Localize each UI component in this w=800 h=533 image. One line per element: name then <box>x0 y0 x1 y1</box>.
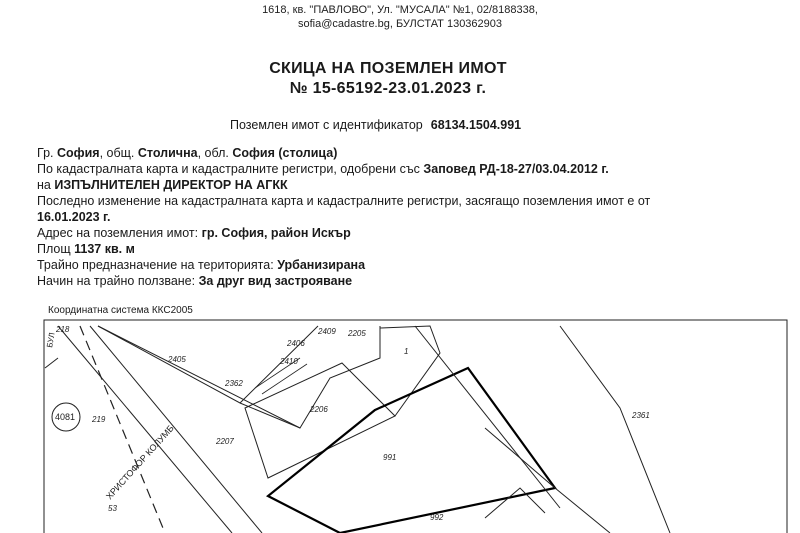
label-1: 1 <box>404 347 409 356</box>
address-line <box>37 225 351 241</box>
usage-value: За друг вид застрояване <box>198 274 353 288</box>
city-value: София <box>56 146 100 160</box>
region-label: , обл. <box>197 146 229 160</box>
label-219: 219 <box>92 415 106 424</box>
location-line <box>37 145 337 161</box>
region-value: София (столица) <box>232 146 338 160</box>
boundary-left <box>45 358 58 368</box>
identifier-label: Поземлен имот с идентификатор <box>230 118 423 132</box>
issuer-prefix: на <box>37 178 51 192</box>
purpose-value: Урбанизирана <box>277 258 366 272</box>
street-edge-1 <box>58 326 232 533</box>
cadastral-map <box>0 318 800 533</box>
purpose-label: Трайно предназначение на територията: <box>37 258 274 272</box>
municipality-value: Столична <box>137 146 198 160</box>
label-992: 992 <box>430 513 444 522</box>
address-value: гр. София, район Искър <box>201 226 351 240</box>
street-label-left: БУЛ <box>45 331 57 349</box>
document-title: СКИЦА НА ПОЗЕМЛЕН ИМОТ <box>269 60 507 77</box>
street-axis <box>80 326 165 533</box>
area-label: Площ <box>37 242 71 256</box>
agency-contact: sofia@cadastre.bg, БУЛСТАТ 130362903 <box>297 18 503 30</box>
label-2409: 2409 <box>318 327 336 336</box>
usage-label: Начин на трайно ползване: <box>37 274 196 288</box>
map-frame <box>44 320 787 533</box>
approval-text: По кадастралната карта и кадастралните регистри, одобрени със <box>37 162 420 176</box>
purpose-line <box>37 257 365 273</box>
label-2361: 2361 <box>632 411 650 420</box>
label-2410: 2410 <box>280 357 298 366</box>
issuer-value: ИЗПЪЛНИТЕЛЕН ДИРЕКТОР НА АГКК <box>54 178 288 192</box>
label-53: 53 <box>108 504 117 513</box>
approval-line <box>37 161 609 177</box>
issuer-line <box>37 177 288 193</box>
identifier-line <box>230 118 521 132</box>
label-2362: 2362 <box>225 379 243 388</box>
area-value: 1137 кв. м <box>74 242 135 256</box>
municipality-label: , общ. <box>99 146 135 160</box>
label-2205: 2205 <box>348 329 366 338</box>
approval-order: Заповед РД-18-27/03.04.2012 г. <box>423 162 609 176</box>
usage-line <box>37 273 352 289</box>
coordinate-system-label: Координатна система ККС2005 <box>48 305 193 316</box>
agency-address: 1618, кв. "ПАВЛОВО", Ул. "МУСАЛА" №1, 02/8188338, <box>262 4 538 16</box>
last-change-line <box>37 193 650 209</box>
city-label: Гр. <box>37 146 54 160</box>
label-2207: 2207 <box>216 437 234 446</box>
identifier-value: 68134.1504.991 <box>430 118 522 132</box>
label-218: 218 <box>56 325 70 334</box>
parcel-992-boundary <box>485 428 610 533</box>
document-number: № 15-65192-23.01.2023 г. <box>289 80 487 97</box>
address-label: Адрес на поземления имот: <box>37 226 199 240</box>
label-991: 991 <box>383 453 397 462</box>
last-change-date-line <box>37 209 110 225</box>
area-line <box>37 241 135 257</box>
street-name-label: ХРИСТОФОР КОЛУМБ <box>104 423 176 502</box>
parcel-2361-west <box>415 326 560 508</box>
label-2206: 2206 <box>310 405 328 414</box>
last-change-text: Последно изменение на кадастралната карта и кадастралните регистри, засягащо поземления имот е от <box>37 194 651 208</box>
parcel-2361-boundary <box>560 326 670 533</box>
last-change-date: 16.01.2023 г. <box>37 210 111 224</box>
label-2406: 2406 <box>287 339 305 348</box>
parcel-2206-boundary <box>245 363 395 478</box>
label-4081: 4081 <box>55 412 76 422</box>
label-2405: 2405 <box>168 355 186 364</box>
street-edge-3 <box>98 326 300 428</box>
